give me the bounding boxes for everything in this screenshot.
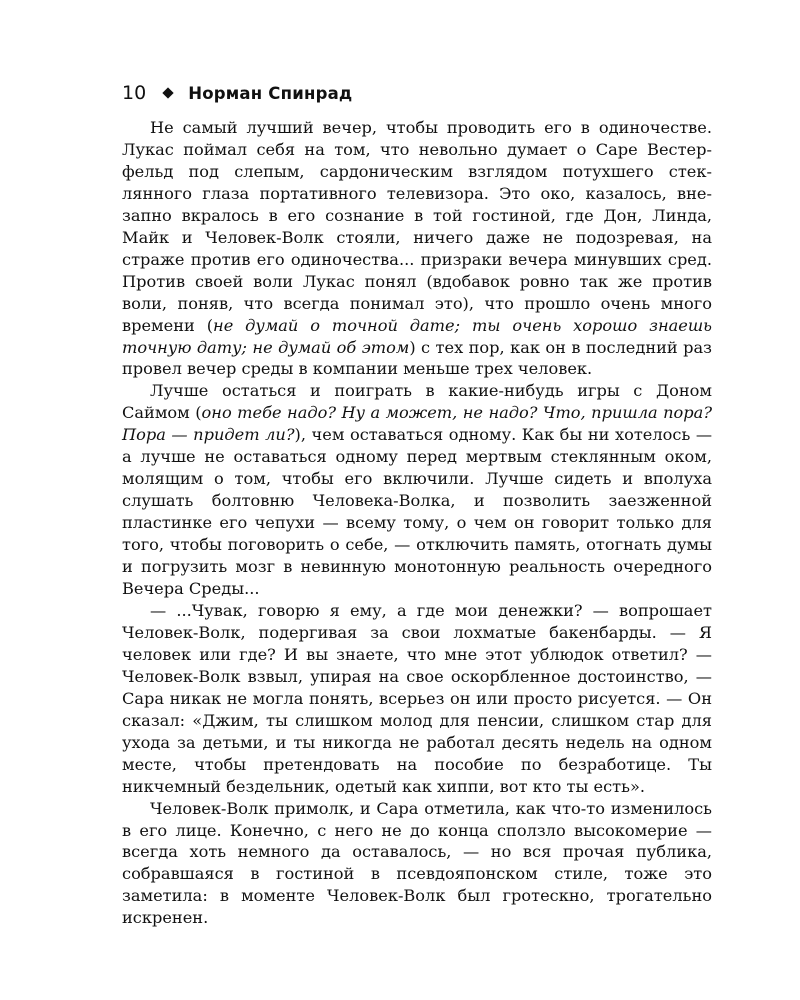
body-text <box>122 117 712 929</box>
paragraph-text: Человек-Волк примолк, и Сара отметила, как что-то изменилось в его лице. Конечно, с него не до конца сползло высокомерие — всегда хоть немного да оставалось, — но вся прочая публика, собравшаяся в гостиной в псевдояпонском стиле, тоже это заметила: в моменте Человек-Волк был гротескно, трогательно искренен. <box>122 798 712 928</box>
diamond-icon <box>163 87 174 98</box>
paragraph-text: — ...Чувак, говорю я ему, а где мои денежки? — вопрошает Человек-Волк, подергивая за свои лохматые бакенбарды. — Я человек или где? И вы знаете, что мне этот ублюдок ответил? — Человек-Волк взвыл, упирая на свое оскорбленное достоинство, — Сара никак не могла понять, всерьез он или просто рисуется. — Он сказал: «Джим, ты слишком молод для пенсии, слишком стар для ухода за детьми, и ты никогда не работал десять недель на одном месте, чтобы претендовать на пособие по безработице. Ты никчемный бездельник, одетый как хиппи, вот кто ты есть». <box>122 600 712 796</box>
page-number: 10 <box>122 82 147 104</box>
author-name: Норман Спинрад <box>188 83 353 103</box>
paragraph-1 <box>122 117 712 380</box>
paragraph-text: Не самый лучший вечер, чтобы проводить его в одиночестве. Лукас поймал себя на том, что невольно думает о Саре Вестерфельд под слепым, сардоническим взглядом потухшего стеклянного глаза портативного телевизора. Это око, казалось, внезапно вкралось в его сознание в той гостиной, где Дон, Линда, Майк и Человек-Волк стояли, ничего даже не подозревая, на страже против его одиночества... призраки вечера минувших сред. Против своей воли Лукас понял (вдобавок ровно так же против воли, поняв, что всегда понимал это), что прошло очень много времени ( <box>122 118 712 335</box>
paragraph-4 <box>122 798 712 930</box>
running-header <box>122 80 352 106</box>
paragraph-text: Лучше остаться и поиграть в какие-нибудь игры с Доном Саймом ( <box>122 381 712 423</box>
paragraph-text: ) с тех пор, как он в последний раз провел вечер среды в компании меньше трех человек. <box>122 337 712 379</box>
italic-text: оно тебе надо? Ну а может, не надо? Что, пришла пора? Пора — придет ли? <box>122 403 712 445</box>
paragraph-text: ), чем оставаться одному. Как бы ни хотелось — а лучше не оставаться одному перед мертвым стеклянным оком, молящим о том, чтобы его включили. Лучше сидеть и вполуха слушать болтовню Человека-Волка, и позволить заезженной пластинке его чепухи — всему тому, о чем он говорит только для того, чтобы поговорить о себе, — отключить память, отогнать думы и погрузить мозг в невинную монотонную реальность очередного Вечера Среды... <box>122 425 713 599</box>
italic-text: не думай о точной дате; ты очень хорошо знаешь точную дату; не думай об этом <box>122 315 712 357</box>
paragraph-2 <box>122 380 712 600</box>
paragraph-3 <box>122 600 712 798</box>
